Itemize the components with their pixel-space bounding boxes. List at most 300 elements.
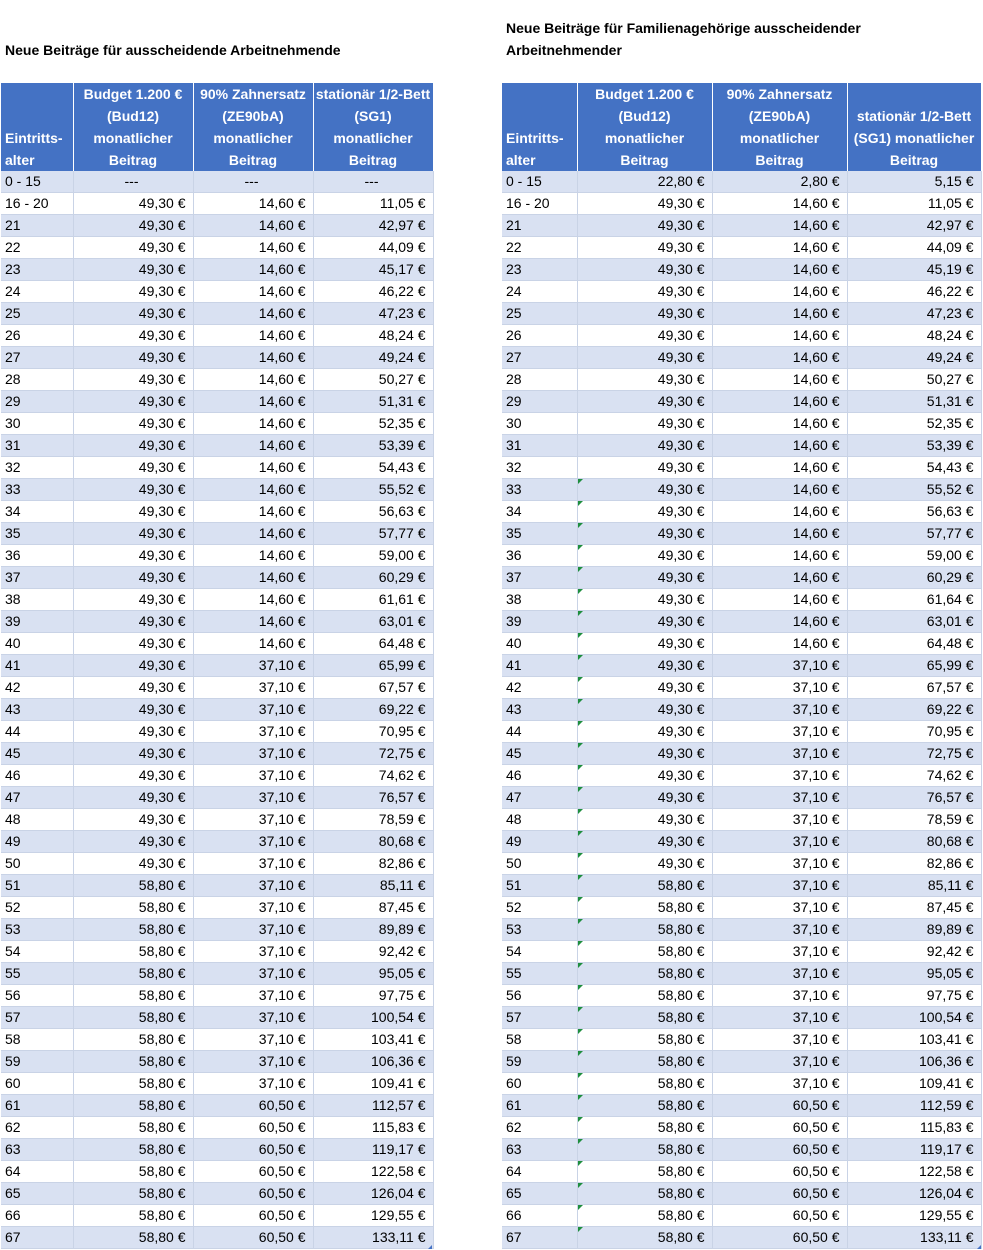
cell-inpatient[interactable]: 67,57 € (313, 677, 433, 699)
cell-dental[interactable]: 14,60 € (712, 325, 847, 347)
cell-entry-age[interactable]: 46 (502, 765, 577, 787)
cell-entry-age[interactable]: 59 (502, 1051, 577, 1073)
cell-entry-age[interactable]: 48 (1, 809, 73, 831)
cell-budget[interactable]: 49,30 € (577, 435, 712, 457)
cell-dental[interactable]: 14,60 € (712, 435, 847, 457)
cell-budget[interactable]: 58,80 € (577, 1029, 712, 1051)
cell-dental[interactable]: 14,60 € (712, 523, 847, 545)
cell-entry-age[interactable]: 16 - 20 (502, 193, 577, 215)
cell-dental[interactable]: 37,10 € (193, 655, 313, 677)
cell-budget[interactable]: 49,30 € (577, 391, 712, 413)
cell-inpatient[interactable]: 56,63 € (313, 501, 433, 523)
cell-entry-age[interactable]: 61 (502, 1095, 577, 1117)
cell-budget[interactable]: 58,80 € (73, 1095, 193, 1117)
cell-inpatient[interactable]: 74,62 € (847, 765, 981, 787)
cell-inpatient[interactable]: 49,24 € (847, 347, 981, 369)
cell-dental[interactable]: 60,50 € (712, 1161, 847, 1183)
cell-budget[interactable]: 49,30 € (73, 369, 193, 391)
cell-entry-age[interactable]: 41 (502, 655, 577, 677)
table-resize-handle-left[interactable] (428, 1245, 432, 1249)
cell-dental[interactable]: 37,10 € (193, 1029, 313, 1051)
cell-budget[interactable]: 49,30 € (577, 501, 712, 523)
cell-inpatient[interactable]: 119,17 € (847, 1139, 981, 1161)
cell-budget[interactable]: 58,80 € (577, 875, 712, 897)
cell-dental[interactable]: 37,10 € (712, 743, 847, 765)
cell-budget[interactable]: 58,80 € (73, 963, 193, 985)
cell-entry-age[interactable]: 22 (1, 237, 73, 259)
header-inpatient[interactable]: stationär 1/2-Bett (SG1) monatlicher Beitrag (847, 83, 981, 171)
cell-inpatient[interactable]: 5,15 € (847, 171, 981, 193)
cell-inpatient[interactable]: 82,86 € (313, 853, 433, 875)
cell-inpatient[interactable]: 133,11 € (847, 1227, 981, 1249)
cell-inpatient[interactable]: 80,68 € (847, 831, 981, 853)
cell-entry-age[interactable]: 0 - 15 (502, 171, 577, 193)
cell-dental[interactable]: 37,10 € (193, 1073, 313, 1095)
cell-entry-age[interactable]: 54 (502, 941, 577, 963)
cell-dental[interactable]: 14,60 € (193, 633, 313, 655)
cell-entry-age[interactable]: 45 (502, 743, 577, 765)
cell-budget[interactable]: 58,80 € (577, 897, 712, 919)
cell-dental[interactable]: 37,10 € (193, 1007, 313, 1029)
cell-entry-age[interactable]: 54 (1, 941, 73, 963)
cell-inpatient[interactable]: 59,00 € (847, 545, 981, 567)
cell-budget[interactable]: 49,30 € (577, 567, 712, 589)
cell-dental[interactable]: 60,50 € (712, 1139, 847, 1161)
cell-inpatient[interactable]: 60,29 € (847, 567, 981, 589)
cell-entry-age[interactable]: 45 (1, 743, 73, 765)
cell-entry-age[interactable]: 61 (1, 1095, 73, 1117)
cell-dental[interactable]: 14,60 € (193, 457, 313, 479)
cell-inpatient[interactable]: 44,09 € (313, 237, 433, 259)
cell-dental[interactable]: 14,60 € (193, 259, 313, 281)
cell-entry-age[interactable]: 62 (1, 1117, 73, 1139)
cell-inpatient[interactable]: 122,58 € (313, 1161, 433, 1183)
cell-budget[interactable]: 49,30 € (577, 721, 712, 743)
cell-budget[interactable]: --- (73, 171, 193, 193)
cell-entry-age[interactable]: 42 (1, 677, 73, 699)
cell-entry-age[interactable]: 56 (1, 985, 73, 1007)
cell-budget[interactable]: 58,80 € (73, 1117, 193, 1139)
cell-inpatient[interactable]: 69,22 € (313, 699, 433, 721)
cell-entry-age[interactable]: 66 (502, 1205, 577, 1227)
cell-entry-age[interactable]: 60 (1, 1073, 73, 1095)
cell-entry-age[interactable]: 63 (502, 1139, 577, 1161)
cell-budget[interactable]: 49,30 € (577, 611, 712, 633)
cell-dental[interactable]: 14,60 € (712, 567, 847, 589)
cell-dental[interactable]: 37,10 € (712, 985, 847, 1007)
cell-entry-age[interactable]: 27 (1, 347, 73, 369)
cell-dental[interactable]: 37,10 € (712, 655, 847, 677)
cell-entry-age[interactable]: 38 (502, 589, 577, 611)
cell-entry-age[interactable]: 46 (1, 765, 73, 787)
cell-entry-age[interactable]: 29 (1, 391, 73, 413)
cell-dental[interactable]: 60,50 € (193, 1117, 313, 1139)
cell-inpatient[interactable]: 87,45 € (313, 897, 433, 919)
cell-budget[interactable]: 49,30 € (73, 655, 193, 677)
cell-entry-age[interactable]: 49 (1, 831, 73, 853)
cell-budget[interactable]: 49,30 € (73, 391, 193, 413)
cell-budget[interactable]: 49,30 € (73, 787, 193, 809)
cell-dental[interactable]: 37,10 € (712, 1073, 847, 1095)
cell-entry-age[interactable]: 21 (1, 215, 73, 237)
cell-inpatient[interactable]: 54,43 € (313, 457, 433, 479)
cell-dental[interactable]: 60,50 € (193, 1095, 313, 1117)
cell-inpatient[interactable]: 119,17 € (313, 1139, 433, 1161)
cell-dental[interactable]: 37,10 € (193, 897, 313, 919)
cell-inpatient[interactable]: 53,39 € (847, 435, 981, 457)
cell-dental[interactable]: 60,50 € (712, 1095, 847, 1117)
cell-budget[interactable]: 58,80 € (577, 1095, 712, 1117)
cell-entry-age[interactable]: 41 (1, 655, 73, 677)
cell-budget[interactable]: 58,80 € (73, 941, 193, 963)
cell-entry-age[interactable]: 47 (502, 787, 577, 809)
cell-dental[interactable]: 60,50 € (712, 1117, 847, 1139)
cell-budget[interactable]: 49,30 € (73, 413, 193, 435)
cell-budget[interactable]: 49,30 € (73, 193, 193, 215)
cell-entry-age[interactable]: 38 (1, 589, 73, 611)
cell-budget[interactable]: 49,30 € (73, 435, 193, 457)
cell-inpatient[interactable]: 57,77 € (313, 523, 433, 545)
cell-budget[interactable]: 49,30 € (577, 193, 712, 215)
cell-budget[interactable]: 49,30 € (73, 215, 193, 237)
cell-dental[interactable]: 37,10 € (712, 875, 847, 897)
cell-budget[interactable]: 58,80 € (577, 1139, 712, 1161)
cell-budget[interactable]: 58,80 € (73, 1227, 193, 1249)
cell-inpatient[interactable]: 78,59 € (847, 809, 981, 831)
cell-entry-age[interactable]: 60 (502, 1073, 577, 1095)
cell-dental[interactable]: 14,60 € (712, 281, 847, 303)
cell-budget[interactable]: 58,80 € (73, 897, 193, 919)
cell-budget[interactable]: 49,30 € (73, 259, 193, 281)
cell-entry-age[interactable]: 37 (1, 567, 73, 589)
cell-budget[interactable]: 58,80 € (577, 941, 712, 963)
cell-inpatient[interactable]: 129,55 € (847, 1205, 981, 1227)
header-entry-age[interactable]: Eintritts- alter (502, 83, 577, 171)
cell-dental[interactable]: 37,10 € (712, 919, 847, 941)
header-dental[interactable]: 90% Zahnersatz (ZE90bA) monatlicher Beitrag (712, 83, 847, 171)
cell-inpatient[interactable]: 87,45 € (847, 897, 981, 919)
cell-inpatient[interactable]: 11,05 € (847, 193, 981, 215)
cell-dental[interactable]: 14,60 € (193, 281, 313, 303)
cell-budget[interactable]: 49,30 € (73, 633, 193, 655)
cell-dental[interactable]: 37,10 € (193, 1051, 313, 1073)
cell-entry-age[interactable]: 55 (1, 963, 73, 985)
cell-inpatient[interactable]: 45,17 € (313, 259, 433, 281)
cell-inpatient[interactable]: 100,54 € (313, 1007, 433, 1029)
cell-dental[interactable]: 14,60 € (193, 567, 313, 589)
cell-budget[interactable]: 49,30 € (577, 677, 712, 699)
cell-inpatient[interactable]: --- (313, 171, 433, 193)
cell-dental[interactable]: 37,10 € (193, 787, 313, 809)
cell-entry-age[interactable]: 51 (1, 875, 73, 897)
cell-budget[interactable]: 49,30 € (577, 655, 712, 677)
cell-inpatient[interactable]: 126,04 € (313, 1183, 433, 1205)
cell-budget[interactable]: 49,30 € (577, 325, 712, 347)
cell-dental[interactable]: 37,10 € (712, 765, 847, 787)
cell-budget[interactable]: 58,80 € (73, 919, 193, 941)
cell-budget[interactable]: 49,30 € (577, 523, 712, 545)
cell-budget[interactable]: 49,30 € (577, 413, 712, 435)
cell-dental[interactable]: 14,60 € (193, 435, 313, 457)
table-resize-handle-right[interactable] (977, 1245, 981, 1249)
cell-dental[interactable]: 37,10 € (712, 897, 847, 919)
cell-inpatient[interactable]: 48,24 € (313, 325, 433, 347)
cell-entry-age[interactable]: 62 (502, 1117, 577, 1139)
cell-entry-age[interactable]: 64 (502, 1161, 577, 1183)
cell-entry-age[interactable]: 43 (502, 699, 577, 721)
cell-inpatient[interactable]: 47,23 € (847, 303, 981, 325)
cell-entry-age[interactable]: 64 (1, 1161, 73, 1183)
cell-dental[interactable]: 14,60 € (193, 237, 313, 259)
cell-inpatient[interactable]: 42,97 € (847, 215, 981, 237)
cell-budget[interactable]: 49,30 € (577, 787, 712, 809)
cell-inpatient[interactable]: 42,97 € (313, 215, 433, 237)
cell-budget[interactable]: 49,30 € (73, 501, 193, 523)
cell-inpatient[interactable]: 106,36 € (313, 1051, 433, 1073)
cell-dental[interactable]: 14,60 € (712, 633, 847, 655)
cell-entry-age[interactable]: 35 (1, 523, 73, 545)
cell-budget[interactable]: 49,30 € (73, 831, 193, 853)
cell-entry-age[interactable]: 67 (1, 1227, 73, 1249)
cell-inpatient[interactable]: 70,95 € (847, 721, 981, 743)
cell-inpatient[interactable]: 103,41 € (847, 1029, 981, 1051)
cell-inpatient[interactable]: 11,05 € (313, 193, 433, 215)
cell-entry-age[interactable]: 39 (502, 611, 577, 633)
cell-inpatient[interactable]: 51,31 € (313, 391, 433, 413)
cell-budget[interactable]: 49,30 € (73, 743, 193, 765)
cell-budget[interactable]: 49,30 € (73, 699, 193, 721)
cell-dental[interactable]: 60,50 € (193, 1183, 313, 1205)
cell-inpatient[interactable]: 74,62 € (313, 765, 433, 787)
cell-budget[interactable]: 58,80 € (73, 1161, 193, 1183)
cell-inpatient[interactable]: 52,35 € (847, 413, 981, 435)
cell-budget[interactable]: 49,30 € (73, 677, 193, 699)
cell-dental[interactable]: 14,60 € (712, 589, 847, 611)
cell-inpatient[interactable]: 50,27 € (313, 369, 433, 391)
cell-dental[interactable]: 60,50 € (193, 1205, 313, 1227)
cell-entry-age[interactable]: 43 (1, 699, 73, 721)
cell-inpatient[interactable]: 76,57 € (313, 787, 433, 809)
cell-entry-age[interactable]: 26 (1, 325, 73, 347)
cell-dental[interactable]: 37,10 € (193, 699, 313, 721)
cell-dental[interactable]: 37,10 € (193, 985, 313, 1007)
cell-budget[interactable]: 58,80 € (73, 875, 193, 897)
cell-budget[interactable]: 49,30 € (577, 589, 712, 611)
cell-inpatient[interactable]: 85,11 € (313, 875, 433, 897)
cell-entry-age[interactable]: 34 (502, 501, 577, 523)
cell-budget[interactable]: 58,80 € (73, 1029, 193, 1051)
cell-entry-age[interactable]: 48 (502, 809, 577, 831)
cell-inpatient[interactable]: 72,75 € (313, 743, 433, 765)
cell-inpatient[interactable]: 100,54 € (847, 1007, 981, 1029)
cell-entry-age[interactable]: 30 (502, 413, 577, 435)
cell-inpatient[interactable]: 48,24 € (847, 325, 981, 347)
cell-entry-age[interactable]: 65 (502, 1183, 577, 1205)
cell-budget[interactable]: 58,80 € (577, 985, 712, 1007)
cell-budget[interactable]: 58,80 € (577, 1073, 712, 1095)
cell-budget[interactable]: 49,30 € (73, 479, 193, 501)
cell-dental[interactable]: 14,60 € (193, 215, 313, 237)
cell-entry-age[interactable]: 0 - 15 (1, 171, 73, 193)
cell-entry-age[interactable]: 63 (1, 1139, 73, 1161)
cell-dental[interactable]: 14,60 € (712, 237, 847, 259)
cell-budget[interactable]: 58,80 € (577, 1161, 712, 1183)
cell-entry-age[interactable]: 28 (1, 369, 73, 391)
cell-entry-age[interactable]: 26 (502, 325, 577, 347)
cell-budget[interactable]: 49,30 € (577, 743, 712, 765)
cell-budget[interactable]: 49,30 € (577, 215, 712, 237)
header-entry-age[interactable]: Eintritts- alter (1, 83, 73, 171)
cell-entry-age[interactable]: 22 (502, 237, 577, 259)
cell-inpatient[interactable]: 65,99 € (313, 655, 433, 677)
cell-inpatient[interactable]: 89,89 € (313, 919, 433, 941)
cell-inpatient[interactable]: 57,77 € (847, 523, 981, 545)
cell-dental[interactable]: 60,50 € (712, 1183, 847, 1205)
cell-inpatient[interactable]: 50,27 € (847, 369, 981, 391)
cell-inpatient[interactable]: 64,48 € (313, 633, 433, 655)
cell-inpatient[interactable]: 53,39 € (313, 435, 433, 457)
cell-dental[interactable]: 14,60 € (193, 611, 313, 633)
cell-budget[interactable]: 22,80 € (577, 171, 712, 193)
cell-dental[interactable]: 37,10 € (193, 677, 313, 699)
cell-dental[interactable]: 14,60 € (712, 611, 847, 633)
cell-inpatient[interactable]: 85,11 € (847, 875, 981, 897)
cell-inpatient[interactable]: 103,41 € (313, 1029, 433, 1051)
cell-inpatient[interactable]: 76,57 € (847, 787, 981, 809)
cell-dental[interactable]: 14,60 € (712, 303, 847, 325)
cell-budget[interactable]: 49,30 € (577, 765, 712, 787)
cell-dental[interactable]: 37,10 € (712, 831, 847, 853)
cell-dental[interactable]: 14,60 € (712, 259, 847, 281)
cell-dental[interactable]: 14,60 € (712, 413, 847, 435)
cell-inpatient[interactable]: 61,61 € (313, 589, 433, 611)
cell-inpatient[interactable]: 122,58 € (847, 1161, 981, 1183)
cell-inpatient[interactable]: 54,43 € (847, 457, 981, 479)
header-budget[interactable]: Budget 1.200 € (Bud12) monatlicher Beitrag (577, 83, 712, 171)
cell-budget[interactable]: 49,30 € (73, 237, 193, 259)
cell-entry-age[interactable]: 16 - 20 (1, 193, 73, 215)
cell-inpatient[interactable]: 115,83 € (313, 1117, 433, 1139)
cell-dental[interactable]: 37,10 € (193, 963, 313, 985)
cell-inpatient[interactable]: 80,68 € (313, 831, 433, 853)
cell-entry-age[interactable]: 23 (502, 259, 577, 281)
cell-inpatient[interactable]: 97,75 € (313, 985, 433, 1007)
cell-budget[interactable]: 58,80 € (73, 1073, 193, 1095)
cell-budget[interactable]: 49,30 € (577, 237, 712, 259)
cell-dental[interactable]: 14,60 € (193, 347, 313, 369)
cell-entry-age[interactable]: 59 (1, 1051, 73, 1073)
cell-inpatient[interactable]: 92,42 € (313, 941, 433, 963)
cell-entry-age[interactable]: 39 (1, 611, 73, 633)
cell-budget[interactable]: 49,30 € (73, 809, 193, 831)
cell-budget[interactable]: 49,30 € (577, 303, 712, 325)
cell-budget[interactable]: 58,80 € (577, 963, 712, 985)
cell-dental[interactable]: 37,10 € (193, 941, 313, 963)
cell-dental[interactable]: 14,60 € (712, 193, 847, 215)
cell-dental[interactable]: 14,60 € (193, 303, 313, 325)
cell-dental[interactable]: 14,60 € (712, 501, 847, 523)
cell-budget[interactable]: 49,30 € (577, 545, 712, 567)
cell-budget[interactable]: 58,80 € (73, 1183, 193, 1205)
cell-entry-age[interactable]: 37 (502, 567, 577, 589)
cell-entry-age[interactable]: 35 (502, 523, 577, 545)
cell-inpatient[interactable]: 63,01 € (313, 611, 433, 633)
cell-dental[interactable]: 37,10 € (193, 875, 313, 897)
cell-budget[interactable]: 49,30 € (577, 831, 712, 853)
cell-budget[interactable]: 49,30 € (73, 325, 193, 347)
cell-inpatient[interactable]: 51,31 € (847, 391, 981, 413)
cell-inpatient[interactable]: 126,04 € (847, 1183, 981, 1205)
cell-entry-age[interactable]: 44 (1, 721, 73, 743)
cell-dental[interactable]: 60,50 € (193, 1139, 313, 1161)
header-dental[interactable]: 90% Zahnersatz (ZE90bA) monatlicher Beitrag (193, 83, 313, 171)
cell-entry-age[interactable]: 52 (502, 897, 577, 919)
cell-budget[interactable]: 49,30 € (73, 589, 193, 611)
cell-dental[interactable]: 14,60 € (193, 501, 313, 523)
cell-inpatient[interactable]: 109,41 € (847, 1073, 981, 1095)
cell-budget[interactable]: 58,80 € (577, 1205, 712, 1227)
header-inpatient[interactable]: stationär 1/2-Bett (SG1) monatlicher Beitrag (313, 83, 433, 171)
cell-inpatient[interactable]: 89,89 € (847, 919, 981, 941)
cell-dental[interactable]: --- (193, 171, 313, 193)
cell-dental[interactable]: 37,10 € (712, 963, 847, 985)
cell-inpatient[interactable]: 45,19 € (847, 259, 981, 281)
cell-dental[interactable]: 14,60 € (193, 369, 313, 391)
cell-inpatient[interactable]: 61,64 € (847, 589, 981, 611)
cell-entry-age[interactable]: 50 (502, 853, 577, 875)
cell-dental[interactable]: 14,60 € (712, 347, 847, 369)
cell-entry-age[interactable]: 36 (1, 545, 73, 567)
cell-dental[interactable]: 14,60 € (193, 523, 313, 545)
cell-inpatient[interactable]: 70,95 € (313, 721, 433, 743)
cell-entry-age[interactable]: 27 (502, 347, 577, 369)
cell-budget[interactable]: 49,30 € (73, 523, 193, 545)
cell-dental[interactable]: 37,10 € (193, 765, 313, 787)
cell-entry-age[interactable]: 50 (1, 853, 73, 875)
cell-inpatient[interactable]: 72,75 € (847, 743, 981, 765)
cell-dental[interactable]: 14,60 € (193, 325, 313, 347)
cell-inpatient[interactable]: 56,63 € (847, 501, 981, 523)
cell-budget[interactable]: 58,80 € (73, 1205, 193, 1227)
cell-inpatient[interactable]: 55,52 € (847, 479, 981, 501)
cell-entry-age[interactable]: 32 (502, 457, 577, 479)
cell-dental[interactable]: 60,50 € (712, 1205, 847, 1227)
cell-budget[interactable]: 49,30 € (73, 303, 193, 325)
cell-dental[interactable]: 37,10 € (712, 853, 847, 875)
cell-entry-age[interactable]: 31 (1, 435, 73, 457)
cell-dental[interactable]: 2,80 € (712, 171, 847, 193)
cell-entry-age[interactable]: 36 (502, 545, 577, 567)
cell-budget[interactable]: 49,30 € (73, 567, 193, 589)
cell-entry-age[interactable]: 29 (502, 391, 577, 413)
cell-entry-age[interactable]: 56 (502, 985, 577, 1007)
cell-budget[interactable]: 49,30 € (577, 809, 712, 831)
cell-dental[interactable]: 14,60 € (712, 215, 847, 237)
cell-entry-age[interactable]: 53 (502, 919, 577, 941)
cell-dental[interactable]: 14,60 € (712, 457, 847, 479)
cell-entry-age[interactable]: 44 (502, 721, 577, 743)
cell-inpatient[interactable]: 55,52 € (313, 479, 433, 501)
cell-entry-age[interactable]: 47 (1, 787, 73, 809)
cell-entry-age[interactable]: 55 (502, 963, 577, 985)
cell-inpatient[interactable]: 60,29 € (313, 567, 433, 589)
cell-budget[interactable]: 58,80 € (577, 1051, 712, 1073)
cell-budget[interactable]: 49,30 € (577, 259, 712, 281)
cell-entry-age[interactable]: 21 (502, 215, 577, 237)
cell-dental[interactable]: 60,50 € (193, 1161, 313, 1183)
cell-inpatient[interactable]: 106,36 € (847, 1051, 981, 1073)
cell-entry-age[interactable]: 40 (502, 633, 577, 655)
